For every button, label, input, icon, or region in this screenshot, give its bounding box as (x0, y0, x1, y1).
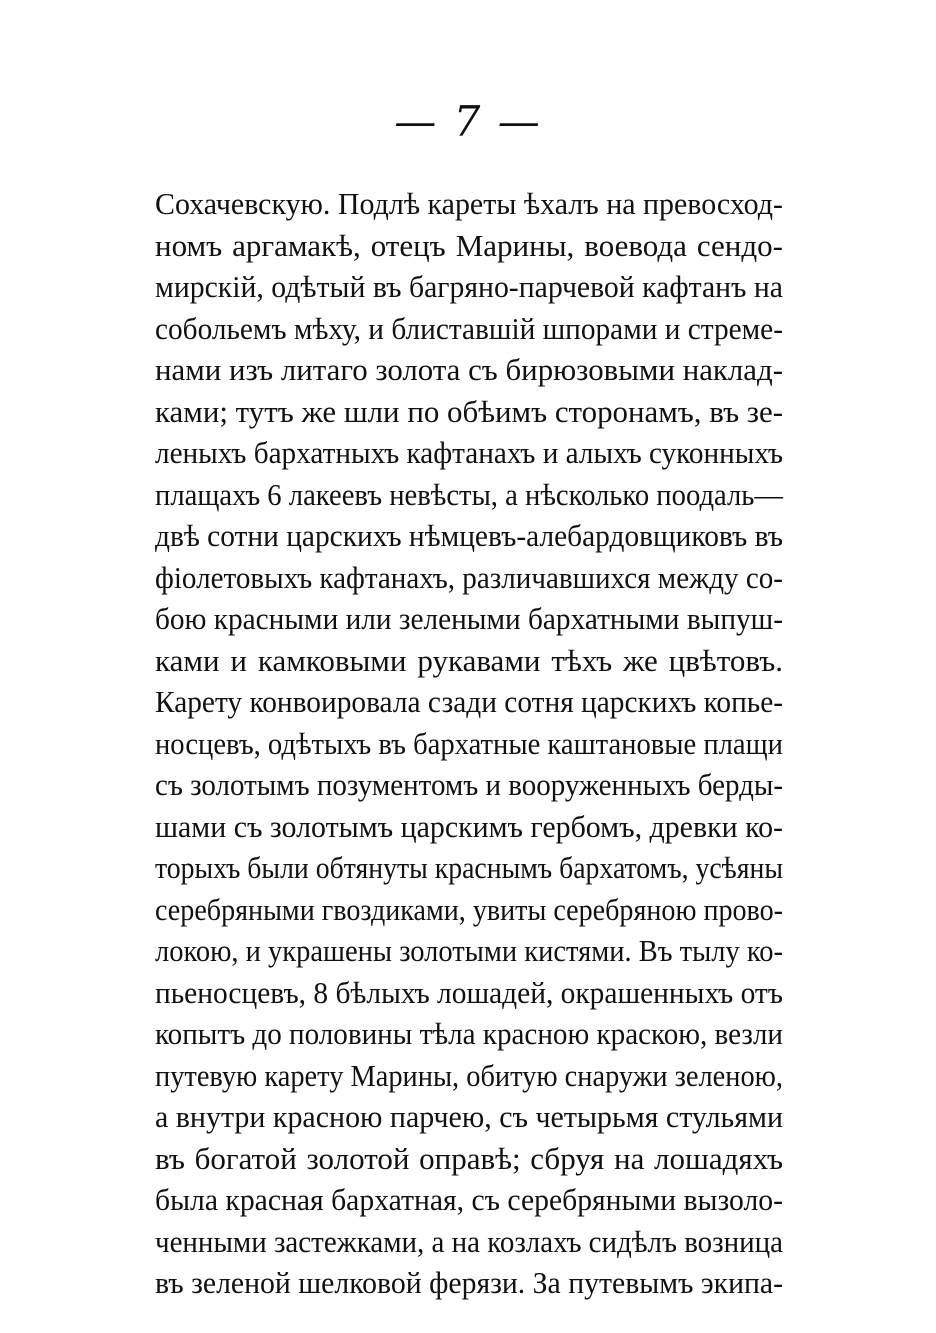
text-line: Карету конвоировала сзади сотня царскихъ копье- (155, 684, 784, 719)
page-number: — 7 — (394, 97, 542, 146)
text-line: номъ аргамакѣ, отецъ Марины, воевода сендо- (155, 227, 783, 263)
text-line: была красная бархатная, съ серебряными вызоло- (155, 1182, 783, 1217)
body-text (155, 183, 783, 1304)
text-line: пьеносцевъ, 8 бѣлыхъ лошадей, окрашенныхъ отъ (155, 974, 784, 1010)
text-line: ченными застежками, а на козлахъ сидѣлъ возница (155, 1223, 783, 1259)
text-line: серебряными гвоздиками, увиты серебряною прово- (155, 891, 784, 927)
text-line: плащахъ 6 лакеевъ невѣсты, а нѣсколько поодаль— (155, 476, 784, 512)
text-line: локою, и украшены золотыми кистями. Въ тылу ко- (155, 933, 784, 968)
text-line: ками и камковыми рукавами тѣхъ же цвѣтовъ. (155, 642, 783, 678)
text-line: собольемъ мѣху, и блиставшій шпорами и стреме- (155, 310, 783, 346)
text-line: въ зеленой шелковой ферязи. За путевымъ экипа- (155, 1265, 784, 1300)
text-line: носцевъ, одѣтыхъ въ бархатные каштановые плащи (155, 725, 783, 761)
text-line: копытъ до половины тѣла красною краскою, везли (155, 1016, 784, 1051)
text-line: фіолетовыхъ кафтанахъ, различавшихся между со- (155, 559, 783, 595)
text-line: шами съ золотымъ царскимъ гербомъ, древки ко- (155, 808, 783, 844)
text-line: въ богатой золотой оправѣ; сбруя на лошадяхъ (155, 1140, 784, 1176)
text-line: съ золотымъ позументомъ и вооруженныхъ берды- (155, 767, 784, 802)
text-line: торыхъ были обтянуты краснымъ бархатомъ, усѣяны (155, 850, 784, 885)
text-line: леныхъ бархатныхъ кафтанахъ и алыхъ суконныхъ (155, 435, 783, 470)
text-line: Сохачевскую. Подлѣ кареты ѣхалъ на превосход- (155, 186, 783, 221)
text-line: двѣ сотни царскихъ нѣмцевъ-алебардовщиковъ въ (155, 518, 783, 553)
text-line: путевую карету Марины, обитую снаружи зеленою, (155, 1057, 783, 1093)
text-line: бою красными или зелеными бархатными выпуш- (155, 601, 783, 636)
text-line: мирскій, одѣтый въ багряно-парчевой кафтанъ на (155, 269, 783, 304)
text-line: нами изъ литаго золота съ бирюзовыми наклад- (155, 352, 783, 387)
text-line: ками; тутъ же шли по обѣимъ сторонамъ, въ зе- (155, 393, 784, 429)
text-line: а внутри красною парчею, съ четырьмя стульями (155, 1099, 783, 1134)
